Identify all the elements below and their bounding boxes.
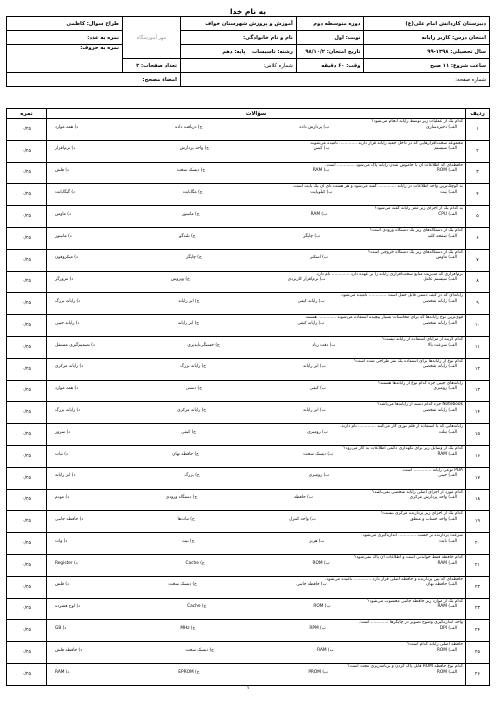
question-row [7,227,490,249]
question-row [7,249,490,271]
question-text: کدام یک از دستگاه‌های زیر یک دستگاه خروجی است؟ [367,249,463,255]
exam-round: نوبت: اول [296,31,364,45]
grade-level: پایه: دهم [222,48,246,55]
question-number: ۱۰ [466,315,490,337]
question-cell [47,533,466,555]
designer-name: طراح سوال: کاظمی [7,17,123,31]
answer-option: ب) اسکنر [309,255,328,261]
answer-option: ب) رایانه کیفی [297,320,325,326]
question-cell [47,271,466,293]
answer-options [49,146,463,151]
answer-options [49,321,463,326]
answer-options [49,517,463,522]
department-name: آموزش و پرورش شهرستان خواف [180,17,296,31]
exam-name: امتحان درس: کاربر رایانه [364,31,490,45]
school-year: سال تحصیلی: ۱۳۹۸-۹۹ [364,45,490,59]
answer-option: ب) کیس [313,146,330,152]
question-cell [47,293,466,315]
page-count: تعداد صفحات: ۲ [122,59,180,73]
question-text: واحد اندازه‌گیری وضوح تصویر در چاپگرها ............. است. [358,620,463,626]
answer-option: د) مودم [55,495,70,501]
answer-option: ج) EPROM [178,669,200,675]
answer-option: د) وات [55,538,68,544]
answer-option: الف) رایانه شخصی [422,320,457,326]
answer-option: ج) رایانه بزرگ [180,364,207,370]
question-text: حافظه اصلی رایانه کدام است؟ [407,642,463,648]
question-number: ۱۱ [466,336,490,358]
question-number: ۲۶ [466,663,490,685]
question-cell [47,511,466,533]
answer-option: د) نرم‌افزار [55,146,76,152]
answer-option: د) تصمیم‌گیری مستقل [55,342,95,348]
question-text: مجموعه سخت‌افزارهایی که در داخل جعبه رایانه قرار دارند ............. نامیده می‌شوند. [309,140,463,146]
answer-option: ج) MHz [180,625,196,631]
answer-option: ب) رایانه کیفی [297,298,325,304]
answer-option: د) مرورگر [55,277,74,283]
question-cell [47,249,466,271]
answer-option: ج) دیسک سخت [185,647,214,653]
question-row [7,315,490,337]
answer-option: ج) دستگاه ورودی [165,495,198,501]
answer-option: ج) دیسک سخت [168,582,197,588]
question-row [7,184,490,206]
answer-option: الف) تبلت [438,429,457,435]
answer-option: الف) DPI [439,625,457,631]
question-row [7,162,490,184]
answer-option: ج) خستگی‌ناپذیری [187,342,220,348]
question-cell [47,467,466,489]
question-text: حافظه‌ای که بین پردازنده و حافظه اصلی قرار دارد ............. نامیده می‌شود. [325,576,463,582]
answer-option: ب) RAM [317,647,334,653]
question-number: ۱ [466,119,490,141]
answer-option: ب) ROM [312,560,330,566]
question-score: ۰/۲۵ [7,489,47,511]
answer-option: ب) حافظه جانبی [296,582,327,588]
question-row [7,293,490,315]
answer-options [49,452,463,457]
question-row [7,554,490,576]
answer-options [49,604,463,609]
answer-option: الف) صفحه کلید [427,233,457,239]
answer-option: د) حافظه جانبی [55,516,84,522]
question-score: ۰/۲۵ [7,620,47,642]
answer-option: ج) حافظه نهان [172,451,199,457]
answer-option: ج) دستی [185,386,202,392]
question-number: ۸ [466,271,490,293]
question-text: کدام یک از موارد زیر حافظه جانبی محسوب می‌شود؟ [367,598,463,604]
question-score: ۰/۲۵ [7,206,47,228]
answer-option: الف) RAM [437,560,457,566]
question-text: کدام یک از عملیات زیر توسط رایانه انجام می‌شود؟ [371,119,463,124]
question-text: کدام حافظه فقط خواندنی است و اطلاعات آن پاک نمی‌شود؟ [353,554,463,560]
answer-options [49,539,463,544]
answer-option: ب) کیلوبایت [310,189,333,195]
question-row [7,489,490,511]
question-row [7,598,490,620]
field-name: رشته: تاسیسات [252,48,293,55]
question-row [7,140,490,162]
answer-options [49,343,463,348]
answer-option: ب) PROM [308,669,329,675]
answer-options [49,495,463,500]
question-row [7,511,490,533]
question-score: ۰/۲۵ [7,424,47,446]
answer-option: الف) سرعت بالا [427,342,457,348]
question-number: ۱۵ [466,424,490,446]
duration: وقت: ۶۰ دقیقه [296,59,364,73]
answer-option: ج) بلندگو [179,233,196,239]
answer-option: ج) مگابایت [182,189,203,195]
question-text: رایانه‌های جیبی جزء کدام نوع از رایانه‌ها هستند؟ [377,380,463,386]
question-text: حافظه‌ای که اطلاعات آن با خاموش شدن رایانه پاک می‌شود ............. است. [325,162,463,168]
question-score: ۰/۲۵ [7,315,47,337]
answer-option: الف) جیبی [438,473,457,479]
grader-signature: امضاء مصحح: [7,73,181,87]
question-row [7,336,490,358]
question-number: ۱۴ [466,402,490,424]
question-cell [47,642,466,664]
answer-options [49,386,463,391]
answer-option: د) رایانه بزرگ [55,407,81,413]
course-level: دوره متوسطه دوم [296,17,364,31]
answer-option: الف) RAM [437,451,457,457]
page-title: به نام خدا [229,7,267,16]
question-number: ۲۵ [466,642,490,664]
question-row [7,119,490,141]
question-number: ۷ [466,249,490,271]
answer-option: ب) RAM [310,211,328,217]
page-number: ۱ [246,684,250,691]
answer-option: ج) ابر رایانه [177,320,200,326]
column-score-header: نمره [7,109,47,119]
answer-option: ج) Cache [187,604,207,610]
question-score: ۰/۲۵ [7,598,47,620]
answer-option: ب) دیسک سخت [303,451,334,457]
answer-option: د) GB [55,625,67,631]
answer-option: د) رایانه بزرگ [55,298,81,304]
question-text: به کوچک‌ترین واحد اطلاعات در رایانه ............. گفته می‌شود و هر هشت تای آن یک بایت است. [292,184,463,190]
question-score: ۰/۲۵ [7,293,47,315]
question-score: ۰/۲۵ [7,445,47,467]
question-number: ۱۲ [466,358,490,380]
answer-option: ب) ROM [313,604,331,610]
questions-body [7,119,490,686]
answer-option: الف) ROM [436,669,457,675]
student-name-field: نام و نام خانوادگی: [180,31,296,45]
answer-option: ج) بیت [181,538,195,544]
answer-option: د) رایانه جیبی [55,320,80,326]
answer-option: الف) واحد حساب و منطق [410,516,457,522]
answer-option: الف) سیستم [434,146,457,152]
answer-option: الف) رایانه شخصی [422,407,457,413]
answer-option: د) حافظه فلش [55,647,83,653]
field-level-cell [180,45,296,59]
question-text: PDA نوعی رایانه ............. است. [401,467,463,473]
answer-option: ج) ابر رایانه [178,298,200,304]
question-number: ۱۸ [466,489,490,511]
answer-option: ب) هرتز [309,538,325,544]
answer-options [49,473,463,478]
answer-option: ج) کیفی [181,429,197,435]
question-cell [47,380,466,402]
answer-option: د) فلش [55,168,69,174]
question-text: Notebook جزء کدام دسته از رایانه‌ها می‌باشد؟ [377,402,463,408]
answer-options [49,648,463,653]
question-row [7,445,490,467]
question-row [7,533,490,555]
question-cell [47,206,466,228]
answer-option: د) ماوس [55,211,71,217]
question-number: ۴ [466,184,490,206]
school-stamp: مهر آموزشگاه [122,17,180,59]
answer-option: الف) ماوس [436,255,457,261]
question-number: ۱۶ [466,445,490,467]
question-score: ۰/۲۵ [7,380,47,402]
question-text: به کدام یک از اجزای زیر مغز رایانه گفته می‌شود؟ [374,206,463,212]
exam-date: تاریخ امتحان: ۹۸/۱۰/۲ [296,45,364,59]
answer-option: ج) ویروس [171,277,190,283]
question-score: ۰/۲۵ [7,467,47,489]
question-cell [47,663,466,685]
question-text: رایانه‌ای که در کیف دستی قابل حمل است ............. نامیده می‌شود. [340,293,463,299]
column-row-header: ردیف [466,109,490,119]
question-text: کدام گزینه از مزایای استفاده از رایانه نیست؟ [381,336,463,342]
answer-option: الف) ROM [436,647,457,653]
answer-option: الف) رایانه شخصی [422,364,457,370]
question-text: کدام یک از وسایل زیر برای نگهداری دائمی اطلاعات به کار می‌رود؟ [343,445,463,451]
start-time: ساعت شروع: ۱۱ صبح [364,59,490,73]
question-score: ۰/۲۵ [7,642,47,664]
question-row [7,358,490,380]
question-score: ۰/۲۵ [7,271,47,293]
question-text: کدام یک از دستگاه‌های زیر یک دستگاه ورودی است؟ [369,227,463,233]
question-row [7,271,490,293]
answer-option: د) گیگابایت [55,189,75,195]
answer-options [49,168,463,173]
question-number: ۱۹ [466,511,490,533]
answer-option: د) رایانه مرکزی [55,364,84,370]
question-cell [47,162,466,184]
question-row [7,467,490,489]
answer-option: الف) حافظه نهان [426,582,457,588]
answer-option: ج) رایانه مرکزی [177,407,207,413]
question-text: نرم‌افزاری که مدیریت منابع سخت‌افزاری رایانه را بر عهده دارد ............. نام دارد. [315,271,463,277]
answer-option: د) ثبات [55,451,68,457]
question-cell [47,598,466,620]
question-number: ۲۰ [466,533,490,555]
question-score: ۰/۲۵ [7,511,47,533]
answer-options [49,190,463,195]
answer-option: الف) سیستم عامل [423,277,457,283]
grade-words-field: نمره به حروف: [7,45,123,73]
question-row [7,424,490,446]
answer-option: ج) واحد پردازش [179,146,210,152]
question-cell [47,315,466,337]
question-text: رایانه‌هایی که با استفاده از قلم نوری کار می‌کنند ............. نام دارند. [340,424,463,430]
question-cell [47,227,466,249]
answer-option: د) ابر رایانه [55,473,76,479]
question-score: ۰/۲۵ [7,119,47,141]
question-score: ۰/۲۵ [7,162,47,184]
answer-option: ب) نرم‌افزار کاربردی [287,277,326,283]
question-score: ۰/۲۵ [7,358,47,380]
answer-option: د) همه موارد [55,386,79,392]
answer-option: ج) بزرگ [184,473,200,479]
answer-options [49,277,463,282]
answer-options [49,255,463,260]
answer-option: د) فلش [55,582,69,588]
question-row [7,380,490,402]
answer-option: ب) چاپگر [303,233,321,239]
question-score: ۰/۲۵ [7,336,47,358]
answer-option: الف) رایانه شخصی [422,298,457,304]
question-score: ۰/۲۵ [7,227,47,249]
question-number: ۹ [466,293,490,315]
question-score: ۰/۲۵ [7,140,47,162]
answer-option: د) Register [55,560,78,566]
answer-options [49,234,463,239]
answer-options [49,408,463,413]
answer-option: الف) ROM [436,168,457,174]
answer-option: د) سرور [55,429,71,435]
question-number: ۲۴ [466,620,490,642]
answer-option: د) میکروفون [55,255,78,261]
answer-option: الف) بایت [439,538,457,544]
question-text: قوی‌ترین نوع رایانه‌ها که برای محاسبات بسیار پیچیده استفاده می‌شوند ............. هستند. [304,315,463,321]
answer-option: الف) بیت [440,189,457,195]
question-number: ۵ [466,206,490,228]
answer-option: ب) دقت زیاد [312,342,336,348]
question-cell [47,184,466,206]
answer-option: ج) مانیتور [181,211,200,217]
answer-option: ب) ابر رایانه [303,364,326,370]
question-text: کدام یک از اجزای زیر پردازنده مرکزی نیست؟ [380,511,463,517]
question-row [7,620,490,642]
exam-header [6,16,490,87]
answer-option: ج) Cache [185,560,205,566]
question-cell [47,620,466,642]
question-number: ۲۱ [466,554,490,576]
class-page-cell [180,59,296,73]
answer-option: ب) حافظه [293,495,313,501]
question-score: ۰/۲۵ [7,402,47,424]
answer-option: د) مانیتور [55,233,72,239]
question-cell [47,358,466,380]
question-row [7,663,490,685]
answer-option: ج) ثبات‌ها [177,516,195,522]
column-questions-header: سؤالات [47,109,466,119]
question-text: کدام مورد از اجزای اصلی رایانه شخصی نمی‌باشد؟ [372,489,463,495]
question-text: سرعت پردازنده بر حسب ............. اندازه‌گیری می‌شود. [361,533,463,539]
question-cell [47,576,466,598]
class-number: شماره کلاس: [263,62,293,69]
answer-option: الف) RAM [437,604,457,610]
answer-option: الف) واحد پردازش مرکزی [409,495,457,501]
answer-option: د) RAM [55,669,70,675]
answer-option: ج) دریافت داده [175,124,203,130]
question-cell [47,402,466,424]
answer-option: ج) چاپگر [186,255,202,261]
answer-options [49,212,463,217]
question-number: ۳ [466,162,490,184]
question-row [7,402,490,424]
answer-option: ب) رومیزی [308,473,330,479]
answer-option: ب) واحد کنترل [289,516,316,522]
question-cell [47,489,466,511]
question-text: کدام نوع حافظه ROM قابل پاک کردن و برنامه‌ریزی مجدد است؟ [347,663,463,669]
question-score: ۰/۲۵ [7,184,47,206]
question-text: کدام نوع از رایانه‌ها برای استفاده یک نفر طراحی شده است؟ [353,358,463,364]
answer-options [49,561,463,566]
answer-option: ب) RPM [309,625,326,631]
question-score: ۰/۲۵ [7,533,47,555]
question-number: ۱۷ [466,467,490,489]
question-number: ۲۳ [466,598,490,620]
question-number: ۱۳ [466,380,490,402]
answer-options [49,125,463,130]
question-cell [47,424,466,446]
question-cell [47,445,466,467]
answer-option: ب) پردازش داده [299,124,330,130]
answer-options [49,364,463,369]
answer-option: ب) ابر رایانه [303,407,326,413]
answer-options [49,670,463,675]
answer-options [49,299,463,304]
questions-table [6,108,490,686]
page-number-field: شماره صفحه: [180,73,489,87]
answer-options [49,582,463,587]
grade-figure-field: نمره به عدد: [7,31,123,45]
question-number: ۲۲ [466,576,490,598]
answer-options [49,430,463,435]
question-score: ۰/۲۵ [7,576,47,598]
answer-option: د) همه موارد [55,124,79,130]
answer-option: الف) ذخیره‌سازی [426,124,457,130]
answer-option: ب) رومیزی [307,429,328,435]
question-cell [47,119,466,141]
question-score: ۰/۲۵ [7,554,47,576]
question-number: ۲ [466,140,490,162]
answer-option: ج) دیسک سخت [176,168,206,174]
answer-option: ب) کیفی [309,386,326,392]
question-row [7,576,490,598]
answer-option: د) لوح فشرده [55,604,81,610]
answer-option: ب) RAM [312,168,330,174]
question-row [7,206,490,228]
question-score: ۰/۲۵ [7,663,47,685]
answer-options [49,626,463,631]
question-number: ۶ [466,227,490,249]
question-cell [47,336,466,358]
question-score: ۰/۲۵ [7,249,47,271]
answer-option: الف) رومیزی [433,386,457,392]
question-row [7,642,490,664]
school-name: دبیرستان کاردانش امام علی(ع) [364,17,490,31]
question-cell [47,554,466,576]
question-cell [47,140,466,162]
answer-option: الف) CPU [438,211,457,217]
